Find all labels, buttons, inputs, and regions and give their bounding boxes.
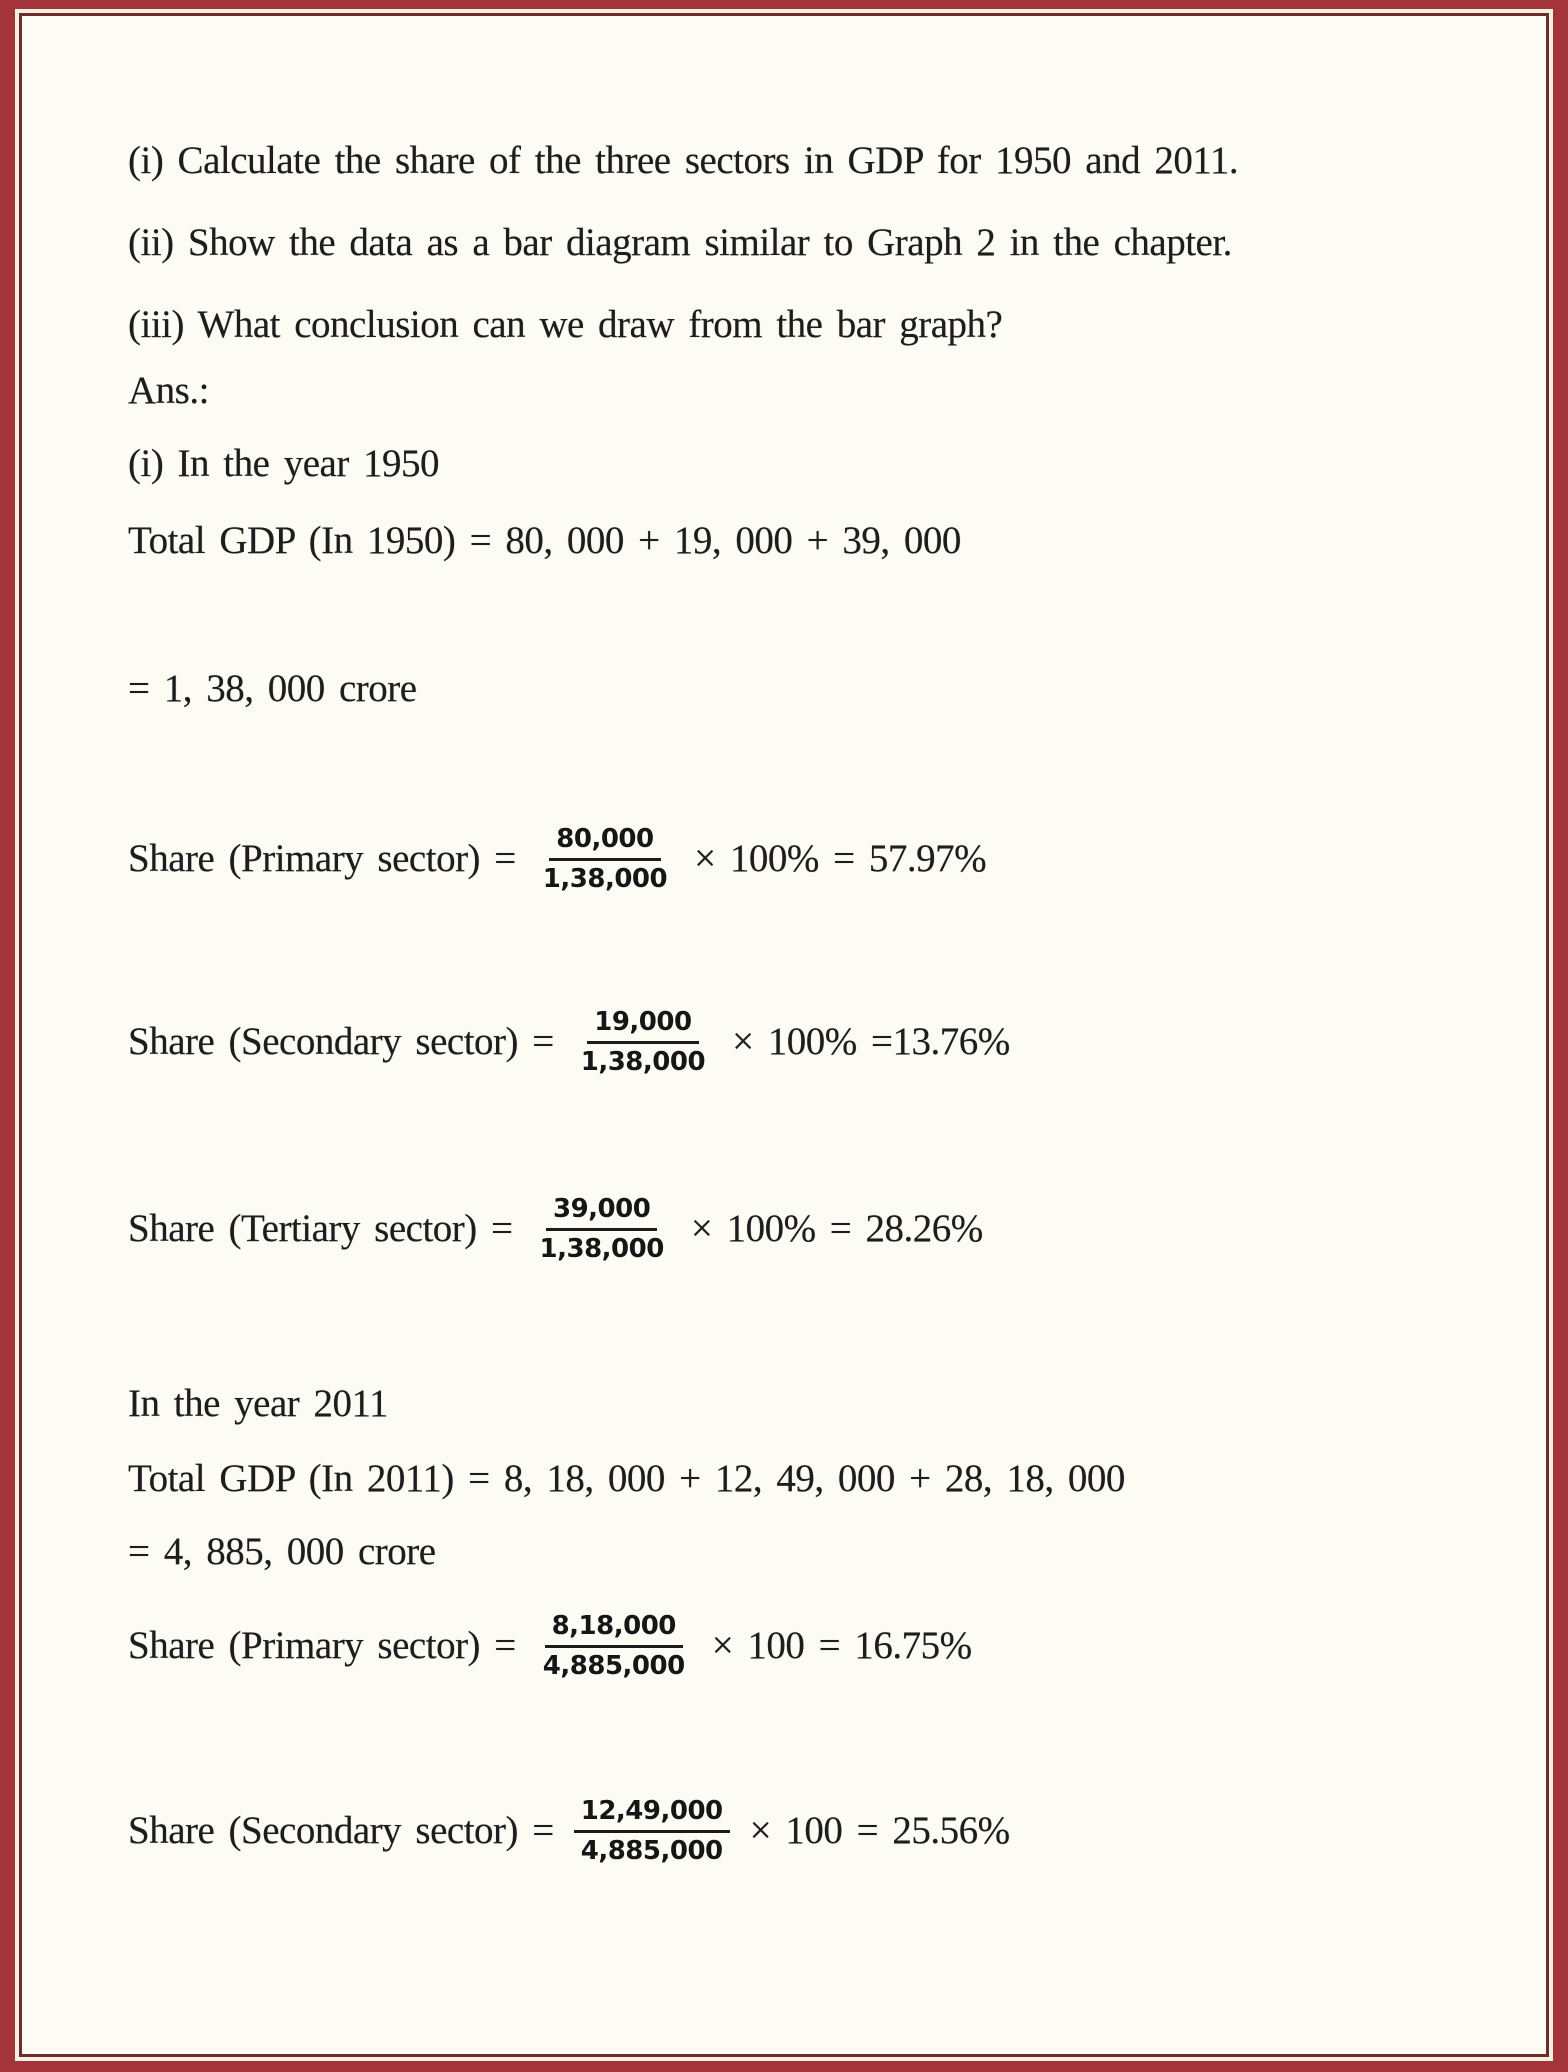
total-gdp-1950-line: Total GDP (In 1950) = 80, 000 + 19, 000 + 39, 000 [128, 519, 961, 562]
formula-primary-1950 [128, 826, 986, 894]
fraction [533, 1196, 671, 1264]
fraction-numerator: 39,000 [546, 1196, 657, 1231]
formula-result: × 100% =13.76% [732, 1020, 1010, 1064]
year-1950-heading: (i) In the year 1950 [128, 442, 440, 485]
total-gdp-2011-result: = 4, 885, 000 crore [128, 1530, 436, 1573]
fraction-denominator: 1,38,000 [542, 864, 668, 895]
page-sheet [19, 13, 1549, 2057]
formula-label: Share (Primary sector) = [128, 1624, 516, 1668]
fraction-denominator: 4,885,000 [542, 1651, 685, 1682]
total-gdp-2011-line: Total GDP (In 2011) = 8, 18, 000 + 12, 49, 000 + 28, 18, 000 [128, 1457, 1125, 1500]
fraction-denominator: 1,38,000 [539, 1234, 664, 1265]
formula-result: × 100% = 57.97% [694, 837, 987, 881]
fraction-numerator: 80,000 [549, 826, 660, 861]
fraction-numerator: 8,18,000 [545, 1613, 683, 1648]
formula-secondary-1950 [128, 1009, 1010, 1077]
formula-primary-2011 [128, 1613, 972, 1681]
formula-result: × 100 = 16.75% [711, 1624, 972, 1668]
fraction-denominator: 1,38,000 [580, 1047, 706, 1078]
formula-label: Share (Secondary sector) = [128, 1020, 554, 1064]
year-2011-heading: In the year 2011 [128, 1382, 389, 1425]
total-gdp-1950-result: = 1, 38, 000 crore [128, 667, 417, 710]
fraction-denominator: 4,885,000 [580, 1836, 723, 1867]
formula-result: × 100 = 25.56% [749, 1809, 1010, 1853]
fraction-numerator: 19,000 [587, 1009, 698, 1044]
fraction-numerator: 12,49,000 [574, 1798, 730, 1833]
formula-secondary-2011 [128, 1798, 1010, 1866]
fraction [574, 1798, 730, 1866]
formula-tertiary-1950 [128, 1196, 983, 1264]
question-iii: (iii) What conclusion can we draw from the bar graph? [128, 303, 1003, 346]
formula-label: Share (Tertiary sector) = [128, 1207, 513, 1251]
formula-label: Share (Secondary sector) = [128, 1809, 554, 1853]
question-i: (i) Calculate the share of the three sectors in GDP for 1950 and 2011. [128, 139, 1239, 182]
answer-label: Ans.: [128, 369, 209, 412]
formula-label: Share (Primary sector) = [128, 837, 516, 881]
question-ii: (ii) Show the data as a bar diagram similar to Graph 2 in the chapter. [128, 221, 1232, 264]
fraction [536, 826, 674, 894]
fraction [536, 1613, 692, 1681]
fraction [574, 1009, 712, 1077]
formula-result: × 100% = 28.26% [690, 1207, 983, 1251]
